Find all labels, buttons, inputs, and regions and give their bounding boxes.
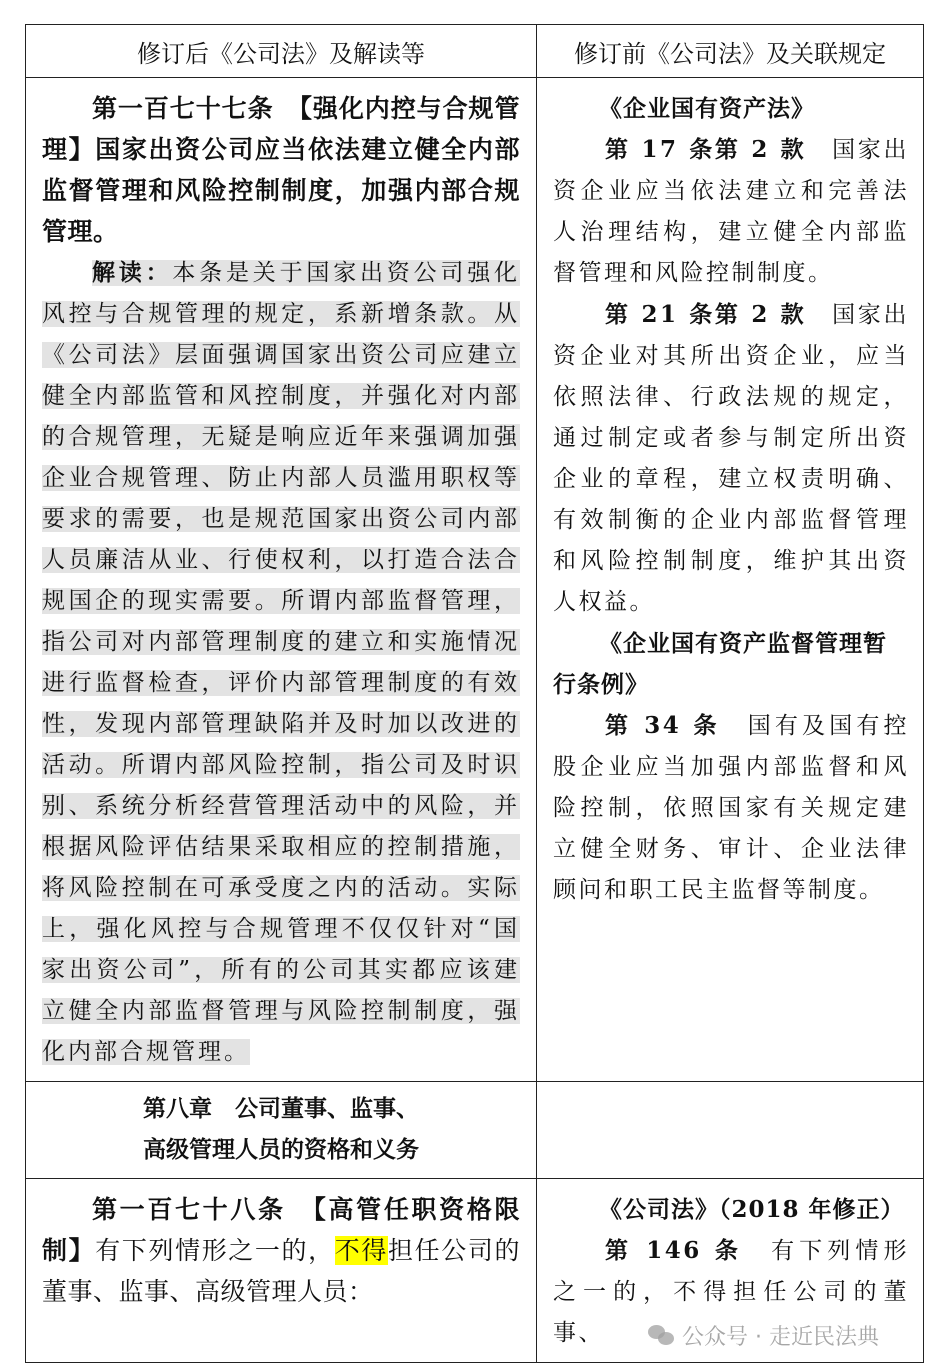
article-177-right-cell (537, 78, 924, 1082)
chapter-cell (26, 1082, 537, 1179)
wechat-icon (648, 1323, 676, 1347)
art146-label: 第 146 条 (605, 1237, 743, 1264)
article-177-text: 第一百七十七条 【强化内控与合规管理】国家出资公司应当依法建立健全内部监督管理和风险控制制度，加强内部合规管理。 (42, 94, 520, 246)
interpretation-label: 解读： (92, 259, 173, 286)
law2-art34-text: 国有及国有控股企业应当加强内部监督和风险控制，依照国家有关规定建立健全财务、审计、企业法律顾问和职工民主监督等制度。 (553, 713, 910, 903)
company-law-2018-title: 《公司法》（2018 年修正） (599, 1196, 905, 1223)
document-table (25, 24, 924, 1363)
header-left: 修订后《公司法》及解读等 (26, 25, 537, 78)
law2-title: 《企业国有资产监督管理暂行条例》 (553, 630, 887, 698)
highlight-bude: 不得 (334, 1236, 388, 1265)
law2-art34 (553, 705, 909, 911)
law1-art21-label: 第 21 条第 2 款 (605, 301, 807, 328)
interpretation-text: 本条是关于国家出资公司强化风控与合规管理的规定，系新增条款。从《公司法》层面强调国家出资公司应建立健全内部监管和风控制度，并强化对内部的合规管理，无疑是响应近年来强调加强企业合规管理、防止内部人员滥用职权等要求的需要，也是规范国家出资公司内部人员廉洁从业、行使权利，以打造合法合规国企的现实需要。所谓内部监督管理，指公司对内部管理制度的建立和实施情况进行监督检查，评价内部管理制度的有效性，发现内部管理缺陷并及时加以改进的活动。所谓内部风险控制，指公司及时识别、系统分析经营管理活动中的风险，并根据风险评估结果采取相应的控制措施，将风险控制在可承受度之内的活动。实际上，强化风控与合规管理不仅仅针对“国家出资公司”，所有的公司其实都应该建立健全内部监督管理与风险控制制度，强化内部合规管理。 (42, 260, 521, 1065)
wechat-watermark (648, 1316, 879, 1354)
article-177-row (26, 78, 924, 1082)
article-177-left-cell (26, 78, 537, 1082)
law1-art17-text: 国家出资企业应当依法建立和完善法人治理结构，建立健全内部监督管理和风险控制制度。 (553, 137, 910, 286)
article-178-text (42, 1189, 520, 1312)
chapter-row (26, 1082, 924, 1179)
art146-text: 有下列情形之一的，不得担任公司的董事、 (553, 1238, 910, 1346)
law1-art21-text: 国家出资企业对其所出资企业，应当依照法律、行政法规的规定，通过制定或者参与制定所出资企业的章程，建立权责明确、有效制衡的企业内部监督管理和风险控制制度，维护其出资人权益。 (553, 302, 910, 615)
law1-art21 (553, 294, 909, 623)
article-178-label: 第一百七十八条 【高管任职资格限制】 (42, 1195, 520, 1265)
chapter-empty-cell (537, 1082, 924, 1179)
law1-art17-label: 第 17 条第 2 款 (605, 136, 807, 163)
law2-art34-label: 第 34 条 (605, 712, 721, 739)
article-178-left-cell (26, 1179, 537, 1363)
header-row (26, 25, 924, 78)
chapter-title-line1: 第八章 公司董事、监事、 (143, 1095, 419, 1122)
chapter-title-line2: 高级管理人员的资格和义务 (143, 1136, 419, 1163)
article-178-before: 有下列情形之一的， (95, 1236, 335, 1265)
article-178-after: 担任公司的董事、监事、高级管理人员： (42, 1236, 520, 1306)
law1-art17 (553, 129, 909, 294)
header-right: 修订前《公司法》及关联规定 (537, 25, 924, 78)
watermark-text: 公众号 · 走近民法典 (682, 1324, 879, 1350)
law1-title: 《企业国有资产法》 (599, 95, 815, 122)
interpretation-paragraph (42, 252, 520, 1073)
